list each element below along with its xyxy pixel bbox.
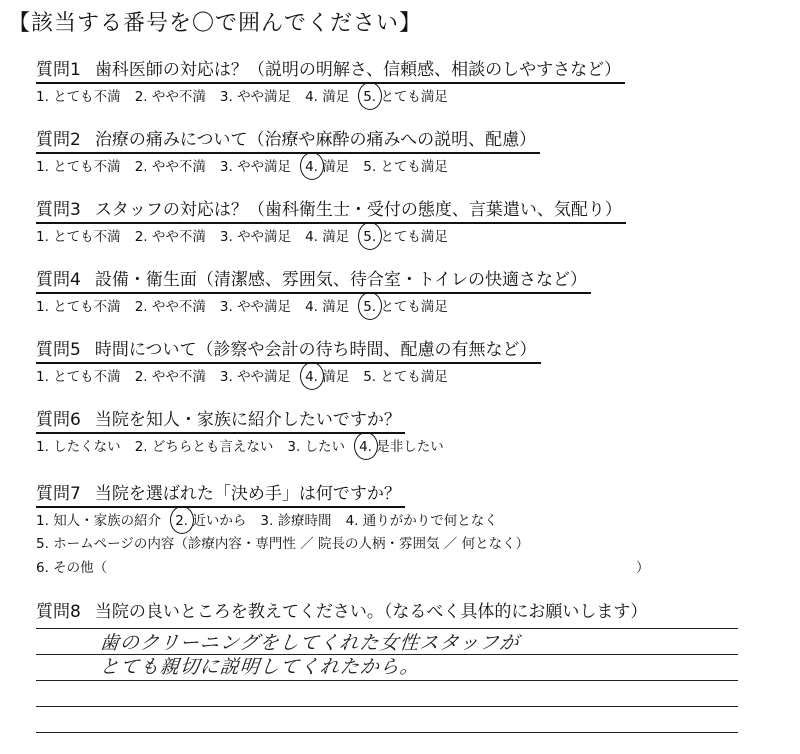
option-1[interactable]: 1. とても不満 bbox=[36, 229, 121, 245]
answer-options bbox=[36, 226, 776, 248]
option-3[interactable]: 3. やや満足 bbox=[219, 159, 292, 175]
form-title: 【該当する番号を〇で囲んでください】 bbox=[8, 11, 423, 36]
option-4[interactable]: 4. 通りがかりで何となく bbox=[345, 513, 498, 529]
option-3[interactable]: 3. やや満足 bbox=[219, 299, 292, 315]
option-4-selected[interactable]: 4. 満足 bbox=[305, 156, 349, 178]
question-4 bbox=[36, 268, 776, 318]
question-heading bbox=[36, 408, 405, 434]
answer-options bbox=[36, 436, 776, 458]
option-4[interactable]: 4. 満足 bbox=[305, 229, 350, 245]
option-1[interactable]: 1. したくない bbox=[36, 439, 121, 455]
question-text: スタッフの対応は？（歯科衛生士・受付の態度、言葉遣い、気配り） bbox=[94, 200, 622, 220]
question-heading bbox=[36, 58, 625, 84]
answer-line-4 bbox=[36, 706, 738, 707]
question-heading bbox=[36, 482, 405, 508]
question-heading bbox=[36, 198, 626, 224]
option-3[interactable]: 3. したい bbox=[287, 439, 346, 455]
question-number: 質問1 bbox=[36, 60, 81, 80]
option-2[interactable]: 2. やや不満 bbox=[134, 89, 206, 105]
question-text: 時間について（診察や会計の待ち時間、配慮の有無など） bbox=[94, 340, 537, 360]
question-text: 治療の痛みについて（治療や麻酔の痛みへの説明、配慮） bbox=[94, 130, 537, 150]
handwritten-answer-line-1: 歯のクリーニングをしてくれた女性スタッフが bbox=[98, 632, 521, 654]
question-6 bbox=[36, 408, 776, 458]
question-number: 質問8 bbox=[36, 602, 81, 622]
option-6-other-line[interactable] bbox=[36, 556, 776, 580]
question-heading bbox=[36, 600, 651, 624]
question-heading bbox=[36, 338, 541, 364]
answer-options bbox=[36, 510, 776, 532]
question-heading bbox=[36, 128, 540, 154]
option-5[interactable]: 5. とても満足 bbox=[363, 159, 448, 175]
question-number: 質問5 bbox=[36, 340, 81, 360]
question-2 bbox=[36, 128, 776, 178]
option-4-selected[interactable]: 4. 満足 bbox=[305, 366, 349, 388]
option-2[interactable]: 2. やや不満 bbox=[134, 299, 206, 315]
option-1[interactable]: 1. 知人・家族の紹介 bbox=[36, 513, 162, 529]
question-text: 設備・衛生面（清潔感、雰囲気、待合室・トイレの快適さなど） bbox=[94, 270, 587, 290]
question-text: 当院を選ばれた「決め手」は何ですか？ bbox=[94, 484, 401, 504]
question-1 bbox=[36, 58, 776, 108]
answer-line-5 bbox=[36, 732, 738, 733]
option-5-line[interactable]: 5. ホームページの内容（診療内容・専門性 ／ 院長の人柄・雰囲気 ／ 何となく） bbox=[36, 536, 530, 552]
question-7 bbox=[36, 482, 776, 580]
answer-options bbox=[36, 366, 776, 388]
option-2[interactable]: 2. やや不満 bbox=[134, 229, 206, 245]
option-1[interactable]: 1. とても不満 bbox=[36, 299, 121, 315]
question-number: 質問2 bbox=[36, 130, 81, 150]
handwritten-answer-line-2: とても親切に説明してくれたから。 bbox=[98, 656, 422, 678]
other-open: 6. その他（ bbox=[36, 560, 108, 576]
option-5-selected[interactable]: 5. とても満足 bbox=[363, 296, 448, 318]
option-3[interactable]: 3. やや満足 bbox=[219, 89, 292, 105]
answer-line-3 bbox=[36, 680, 738, 681]
option-2-selected[interactable]: 2. 近いから bbox=[175, 510, 246, 532]
option-4[interactable]: 4. 満足 bbox=[305, 299, 350, 315]
question-5 bbox=[36, 338, 776, 388]
question-number: 質問4 bbox=[36, 270, 81, 290]
option-4-selected[interactable]: 4. 是非したい bbox=[359, 436, 444, 458]
option-1[interactable]: 1. とても不満 bbox=[36, 89, 121, 105]
option-5[interactable]: 5. とても満足 bbox=[363, 369, 448, 385]
question-3 bbox=[36, 198, 776, 248]
option-2[interactable]: 2. やや不満 bbox=[134, 159, 206, 175]
question-number: 質問7 bbox=[36, 484, 81, 504]
option-3[interactable]: 3. やや満足 bbox=[219, 369, 292, 385]
answer-options bbox=[36, 156, 776, 178]
question-text: 当院を知人・家族に紹介したいですか？ bbox=[94, 410, 401, 430]
option-1[interactable]: 1. とても不満 bbox=[36, 369, 121, 385]
option-3[interactable]: 3. 診療時間 bbox=[260, 513, 332, 529]
answer-options bbox=[36, 296, 776, 318]
question-text: 歯科医師の対応は？（説明の明解さ、信頼感、相談のしやすさなど） bbox=[94, 60, 622, 80]
question-text: 当院の良いところを教えてください。（なるべく具体的にお願いします） bbox=[94, 602, 648, 622]
option-4[interactable]: 4. 満足 bbox=[305, 89, 350, 105]
option-3[interactable]: 3. やや満足 bbox=[219, 229, 292, 245]
option-1[interactable]: 1. とても不満 bbox=[36, 159, 121, 175]
question-8 bbox=[36, 600, 776, 624]
question-number: 質問3 bbox=[36, 200, 81, 220]
option-5-selected[interactable]: 5. とても満足 bbox=[363, 226, 448, 248]
other-close: ） bbox=[636, 560, 650, 576]
question-number: 質問6 bbox=[36, 410, 81, 430]
question-heading bbox=[36, 268, 591, 294]
option-2[interactable]: 2. どちらとも言えない bbox=[134, 439, 274, 455]
option-5-selected[interactable]: 5. とても満足 bbox=[363, 86, 448, 108]
option-2[interactable]: 2. やや不満 bbox=[134, 369, 206, 385]
answer-options bbox=[36, 86, 776, 108]
